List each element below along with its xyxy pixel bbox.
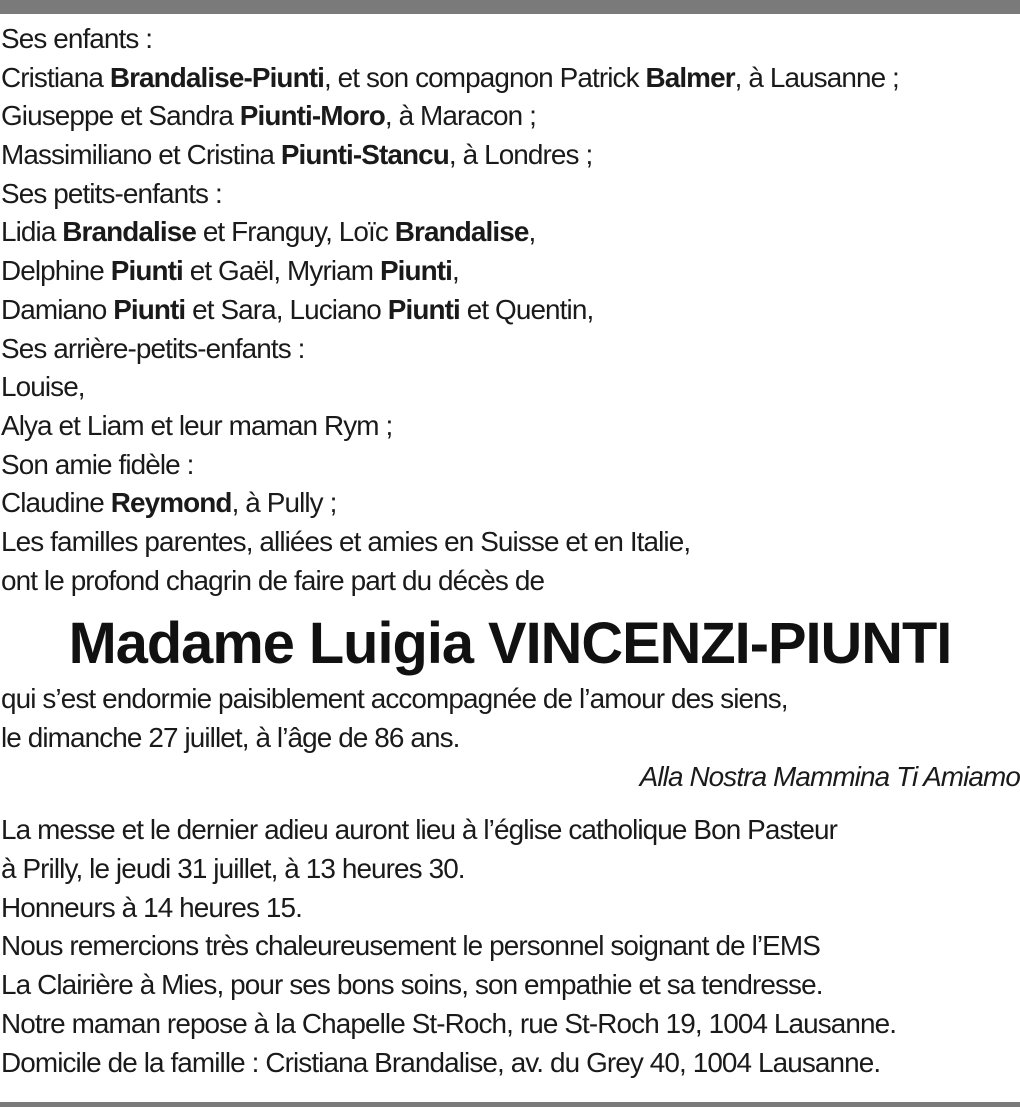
children-heading: Ses enfants : <box>0 23 153 54</box>
great-grandchild-line: Louise, <box>0 371 85 403</box>
grandchild-line <box>0 252 1016 291</box>
given-names: Lidia <box>0 216 63 248</box>
ceremony-line: La messe et le dernier adieu auront lieu à l’église catholique Bon Pasteur <box>0 814 838 846</box>
surname: Brandalise-Piunti <box>109 61 324 93</box>
text-fragment: , et son compagnon Patrick <box>323 61 646 93</box>
surname: Piunti <box>387 293 460 325</box>
surname: Piunti-Moro <box>239 100 385 132</box>
deceased-name: Madame Luigia VINCENZI-PIUNTI <box>68 611 952 677</box>
text-fragment: , <box>528 216 536 248</box>
grandchild-line <box>0 213 1016 252</box>
grandchild-line <box>0 291 1016 330</box>
text-fragment: et Sara, Luciano <box>185 293 388 325</box>
ceremony-line: à Prilly, le jeudi 31 juillet, à 13 heures 30. <box>0 853 465 885</box>
child-line <box>0 136 1016 175</box>
surname: Brandalise <box>394 216 529 248</box>
child-line <box>0 97 1016 136</box>
location: , à Lausanne ; <box>734 61 899 93</box>
obituary-notice <box>0 20 1020 1082</box>
motto: Alla Nostra Mammina Ti Amiamo <box>639 760 1020 792</box>
surname: Piunti-Stancu <box>280 139 449 171</box>
given-names: Claudine <box>0 487 111 519</box>
friend-line <box>0 484 1016 523</box>
text-fragment: et Quentin, <box>459 293 594 325</box>
given-names: Damiano <box>0 293 114 325</box>
relatives-line: Les familles parentes, alliées et amies en Suisse et en Italie, <box>0 525 691 557</box>
surname: Reymond <box>110 487 232 519</box>
surname: Piunti <box>110 255 183 287</box>
announcement-line: ont le profond chagrin de faire part du décès de <box>0 564 545 596</box>
great-grandchild-line: Alya et Liam et leur maman Rym ; <box>0 409 393 441</box>
surname: Brandalise <box>62 216 196 248</box>
spacer <box>0 796 1020 811</box>
surname: Piunti <box>113 293 186 325</box>
surname: Balmer <box>645 61 735 93</box>
passing-line: le dimanche 27 juillet, à l’âge de 86 ans. <box>0 722 460 753</box>
surname: Piunti <box>379 255 453 287</box>
friend-heading: Son amie fidèle : <box>0 448 194 480</box>
bottom-rule <box>0 1102 1020 1107</box>
text-fragment: et Franguy, Loïc <box>195 216 395 248</box>
passing-line: qui s’est endormie paisiblement accompagnée de l’amour des siens, <box>0 683 788 715</box>
given-names: Massimiliano et Cristina <box>0 139 281 171</box>
top-rule <box>0 0 1020 14</box>
ceremony-line: Honneurs à 14 heures 15. <box>0 891 302 923</box>
location: , à Maracon ; <box>384 100 536 132</box>
child-line <box>0 59 1016 98</box>
text-fragment: , <box>452 255 459 287</box>
family-address-line: Domicile de la famille : Cristiana Brandalise, av. du Grey 40, 1004 Lausanne. <box>0 1046 881 1078</box>
given-names: Delphine <box>0 255 111 287</box>
location: , à Londres ; <box>448 139 593 171</box>
text-fragment: et Gaël, Myriam <box>182 255 380 287</box>
given-names: Cristiana <box>0 61 110 93</box>
thanks-line: La Clairière à Mies, pour ses bons soins, son empathie et sa tendresse. <box>0 969 823 1001</box>
given-names: Giuseppe et Sandra <box>0 100 240 132</box>
grandchildren-heading: Ses petits-enfants : <box>0 177 222 209</box>
great-grandchildren-heading: Ses arrière-petits-enfants : <box>0 332 305 364</box>
chapel-line: Notre maman repose à la Chapelle St-Roch, rue St-Roch 19, 1004 Lausanne. <box>0 1007 897 1039</box>
location: , à Pully ; <box>231 487 337 519</box>
thanks-line: Nous remercions très chaleureusement le personnel soignant de l’EMS <box>0 930 820 962</box>
